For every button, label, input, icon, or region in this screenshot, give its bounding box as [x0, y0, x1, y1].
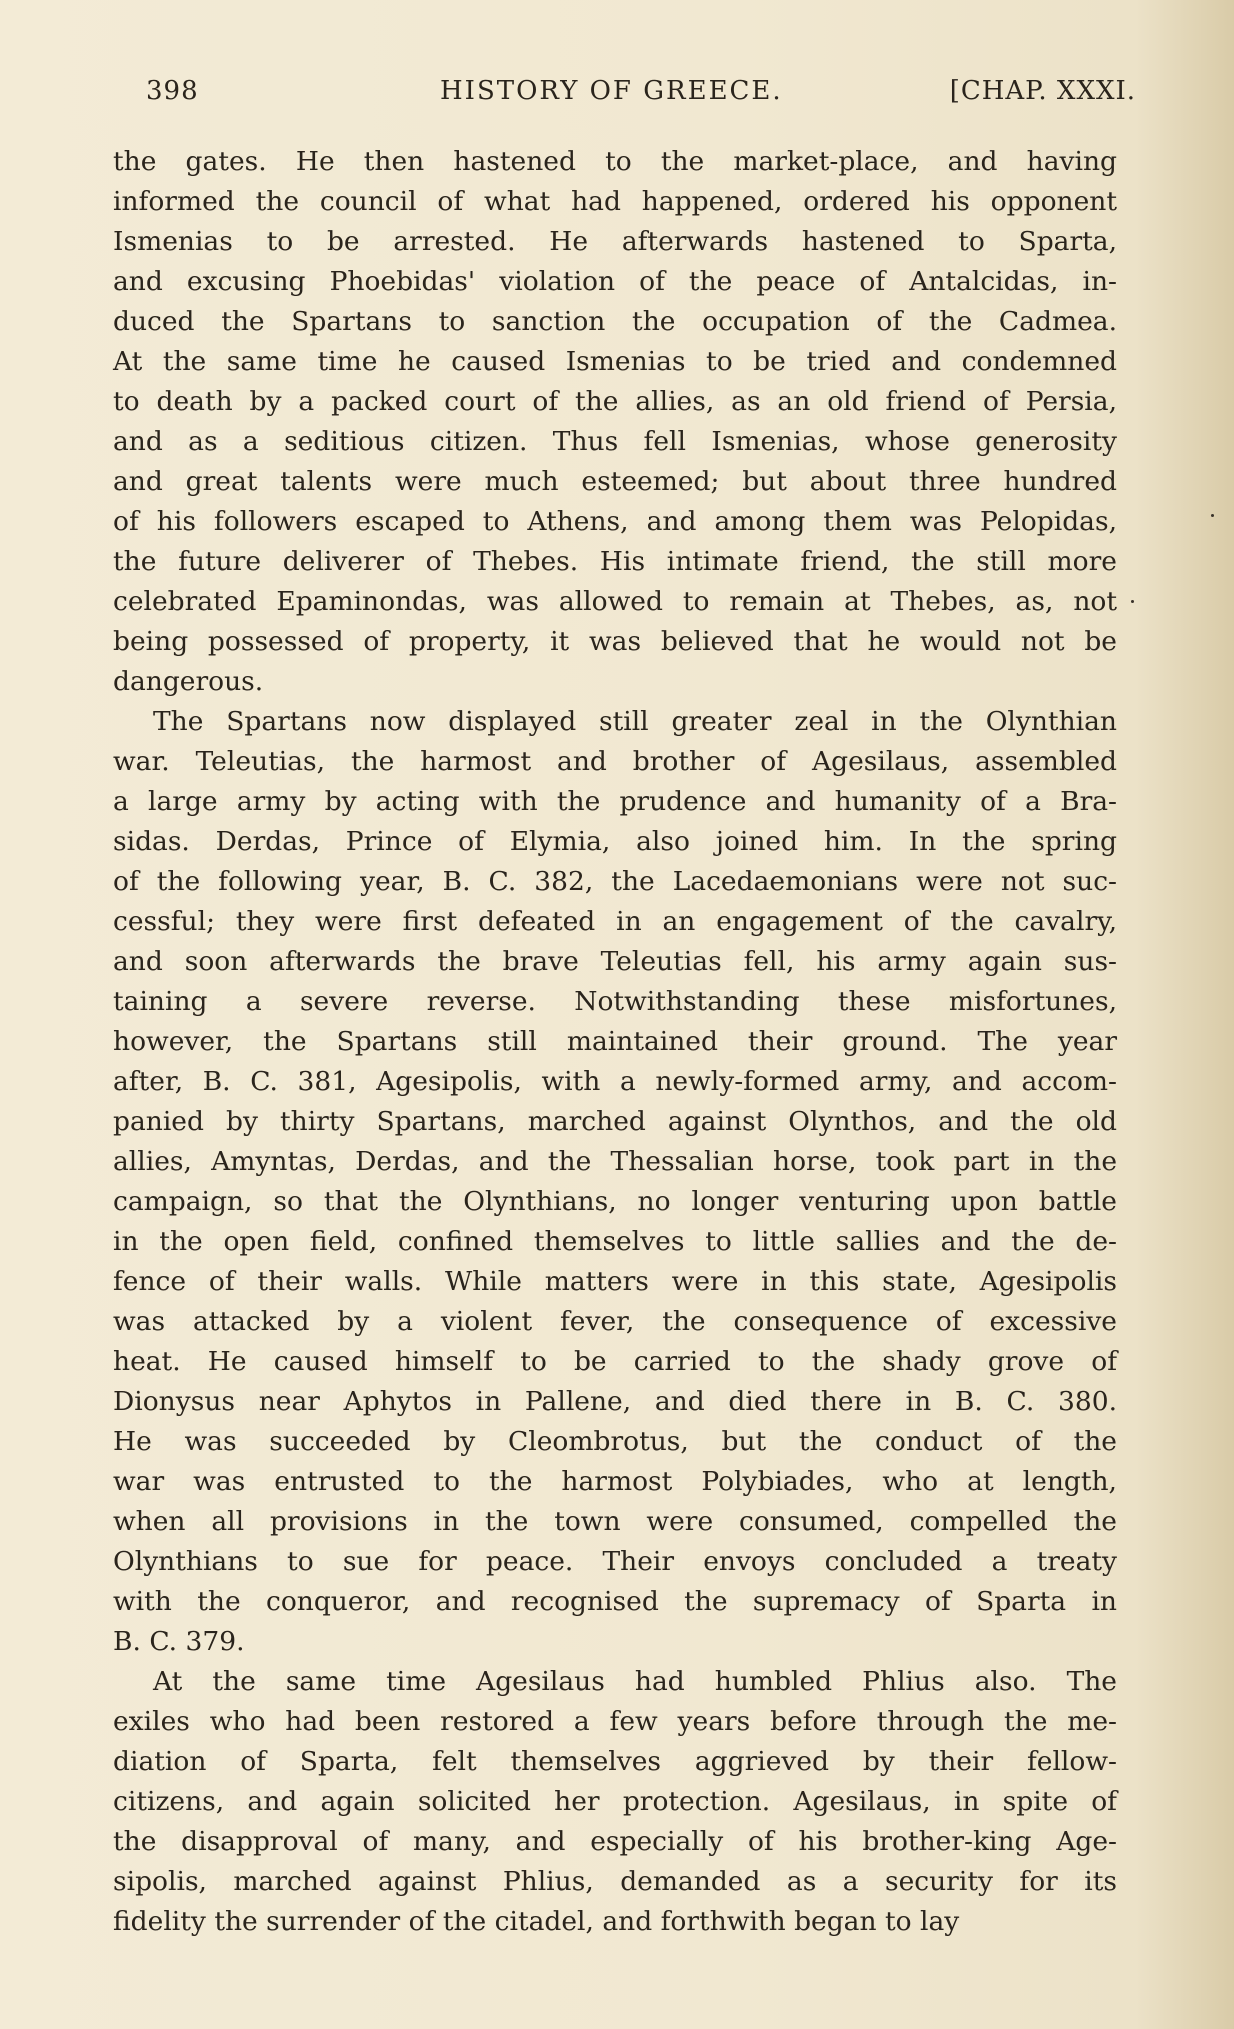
text-line: the gates. He then hastened to the market-place, and having: [113, 146, 1117, 177]
text-line: He was succeeded by Cleombrotus, but the conduct of the: [113, 1426, 1117, 1457]
text-line: war. Teleutias, the harmost and brother of Agesilaus, assembled: [113, 746, 1117, 777]
text-line: heat. He caused himself to be carried to the shady grove of: [113, 1346, 1117, 1377]
text-line: fidelity the surrender of the citadel, and forthwith began to lay: [113, 1906, 960, 1937]
margin-mark-bottom: [1131, 600, 1134, 603]
text-line: after, B. C. 381, Agesipolis, with a newly-formed army, and accom-: [113, 1066, 1117, 1097]
text-line: allies, Amyntas, Derdas, and the Thessalian horse, took part in the: [113, 1146, 1117, 1177]
text-line: panied by thirty Spartans, marched against Olynthos, and the old: [113, 1106, 1117, 1137]
text-line: and as a seditious citizen. Thus fell Ismenias, whose generosity: [113, 426, 1117, 457]
text-line: informed the council of what had happened, ordered his opponent: [113, 186, 1117, 217]
body-text: [113, 142, 1117, 1942]
page-header: [146, 76, 1136, 116]
text-line: exiles who had been restored a few years before through the me-: [113, 1706, 1117, 1737]
text-line: in the open field, confined themselves to little sallies and the de-: [113, 1226, 1117, 1257]
text-line: campaign, so that the Olynthians, no longer venturing upon battle: [113, 1186, 1117, 1217]
text-line: was attacked by a violent fever, the consequence of excessive: [113, 1306, 1117, 1337]
text-line: when all provisions in the town were consumed, compelled the: [113, 1506, 1117, 1537]
paragraph: [113, 142, 1117, 702]
text-line: and excusing Phoebidas' violation of the peace of Antalcidas, in-: [113, 266, 1117, 297]
paragraph: [113, 1662, 1117, 1942]
text-line: diation of Sparta, felt themselves aggrieved by their fellow-: [113, 1746, 1117, 1777]
text-line: celebrated Epaminondas, was allowed to remain at Thebes, as, not: [113, 586, 1117, 617]
text-line: the future deliverer of Thebes. His intimate friend, the still more: [113, 546, 1117, 577]
text-line: however, the Spartans still maintained their ground. The year: [113, 1026, 1117, 1057]
text-line: war was entrusted to the harmost Polybiades, who at length,: [113, 1466, 1117, 1497]
paragraph: [113, 702, 1117, 1662]
text-line: to death by a packed court of the allies, as an old friend of Persia,: [113, 386, 1117, 417]
text-line: The Spartans now displayed still greater zeal in the Olynthian: [153, 706, 1117, 737]
text-line: At the same time he caused Ismenias to be tried and condemned: [113, 346, 1117, 377]
text-line: a large army by acting with the prudence and humanity of a Bra-: [113, 786, 1117, 817]
text-line: of his followers escaped to Athens, and among them was Pelopidas,: [113, 506, 1117, 537]
text-line: At the same time Agesilaus had humbled Phlius also. The: [153, 1666, 1117, 1697]
text-line: taining a severe reverse. Notwithstanding these misfortunes,: [113, 986, 1117, 1017]
text-line: the disapproval of many, and especially of his brother-king Age-: [113, 1826, 1117, 1857]
text-line: sidas. Derdas, Prince of Elymia, also joined him. In the spring: [113, 826, 1117, 857]
running-title: HISTORY OF GREECE.: [440, 76, 783, 106]
text-line: dangerous.: [113, 666, 264, 697]
text-line: and soon afterwards the brave Teleutias fell, his army again sus-: [113, 946, 1117, 977]
text-line: citizens, and again solicited her protection. Agesilaus, in spite of: [113, 1786, 1117, 1817]
text-line: fence of their walls. While matters were in this state, Agesipolis: [113, 1266, 1117, 1297]
chapter-reference: [CHAP. XXXI.: [949, 76, 1136, 106]
text-line: Olynthians to sue for peace. Their envoys concluded a treaty: [113, 1546, 1117, 1577]
text-line: and great talents were much esteemed; but about three hundred: [113, 466, 1117, 497]
text-line: B. C. 379.: [113, 1626, 245, 1657]
page-number: 398: [146, 76, 199, 106]
text-line: cessful; they were first defeated in an engagement of the cavalry,: [113, 906, 1117, 937]
text-line: duced the Spartans to sanction the occupation of the Cadmea.: [113, 306, 1117, 337]
text-line: of the following year, B. C. 382, the Lacedaemonians were not suc-: [113, 866, 1117, 897]
text-line: with the conqueror, and recognised the supremacy of Sparta in: [113, 1586, 1117, 1617]
text-line: Ismenias to be arrested. He afterwards hastened to Sparta,: [113, 226, 1117, 257]
text-line: sipolis, marched against Phlius, demanded as a security for its: [113, 1866, 1117, 1897]
text-line: Dionysus near Aphytos in Pallene, and died there in B. C. 380.: [113, 1386, 1117, 1417]
text-line: being possessed of property, it was believed that he would not be: [113, 626, 1117, 657]
margin-mark-top: [1211, 514, 1214, 517]
